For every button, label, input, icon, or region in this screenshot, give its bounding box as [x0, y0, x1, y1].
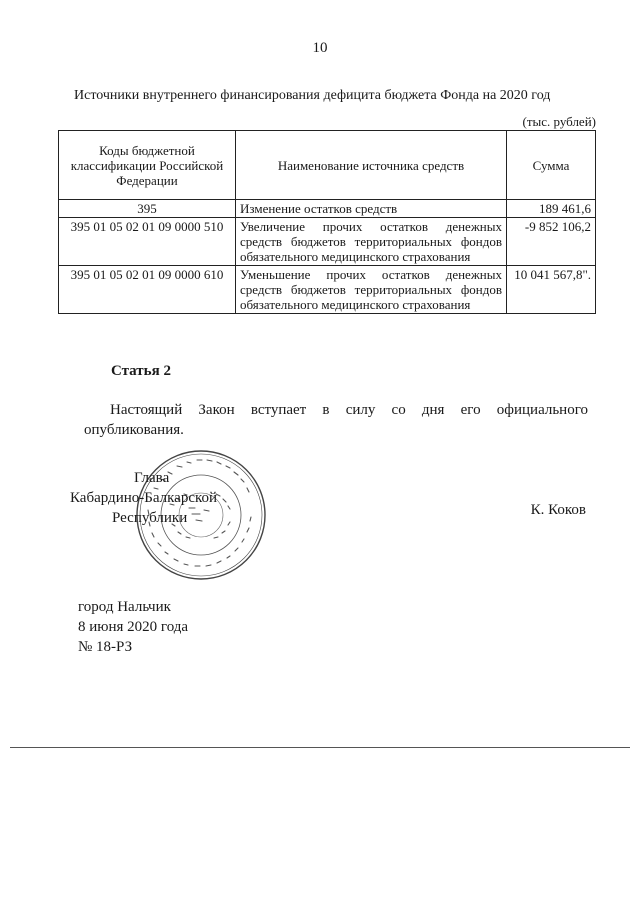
article-text: Настоящий Закон вступает в силу со дня его официального опубликования. — [84, 402, 588, 438]
header-codes: Коды бюджетной классификации Российской Федерации — [59, 131, 236, 200]
table-row — [59, 266, 596, 314]
signatory-title-line: Глава — [134, 470, 170, 486]
signatory-name: К. Коков — [530, 502, 586, 518]
table-header-row — [59, 131, 596, 200]
row-source-name: Изменение остатков средств — [236, 200, 507, 218]
row-amount: -9 852 106,2 — [507, 218, 596, 266]
enactment-details — [78, 597, 188, 657]
table-title: Источники внутреннего финансирования дефицита бюджета Фонда на 2020 год — [74, 88, 551, 103]
city: город Нальчик — [78, 599, 171, 615]
table-row — [59, 200, 596, 218]
signatory-title — [70, 468, 217, 528]
law-number: № 18-РЗ — [78, 639, 133, 655]
row-amount: 189 461,6 — [507, 200, 596, 218]
row-amount: 10 041 567,8". — [507, 266, 596, 314]
units-label: (тыс. рублей) — [522, 114, 596, 129]
financing-sources-table — [58, 130, 596, 314]
row-code: 395 01 05 02 01 09 0000 610 — [59, 266, 236, 314]
header-amount: Сумма — [507, 131, 596, 200]
signatory-title-line: Республики — [112, 510, 188, 526]
page-number: 10 — [312, 40, 328, 56]
row-code: 395 — [59, 200, 236, 218]
row-code: 395 01 05 02 01 09 0000 510 — [59, 218, 236, 266]
row-source-name: Уменьшение прочих остатков денежных средств бюджетов территориальных фондов обязательного медицинского страхования — [236, 266, 507, 314]
bottom-divider — [10, 747, 630, 748]
row-source-name: Увеличение прочих остатков денежных средств бюджетов территориальных фондов обязательного медицинского страхования — [236, 218, 507, 266]
enactment-date: 8 июня 2020 года — [78, 619, 189, 635]
table-row — [59, 218, 596, 266]
article-heading: Статья 2 — [111, 363, 171, 379]
header-source-name: Наименование источника средств — [236, 131, 507, 200]
signatory-title-line: Кабардино-Балкарской — [70, 490, 218, 506]
